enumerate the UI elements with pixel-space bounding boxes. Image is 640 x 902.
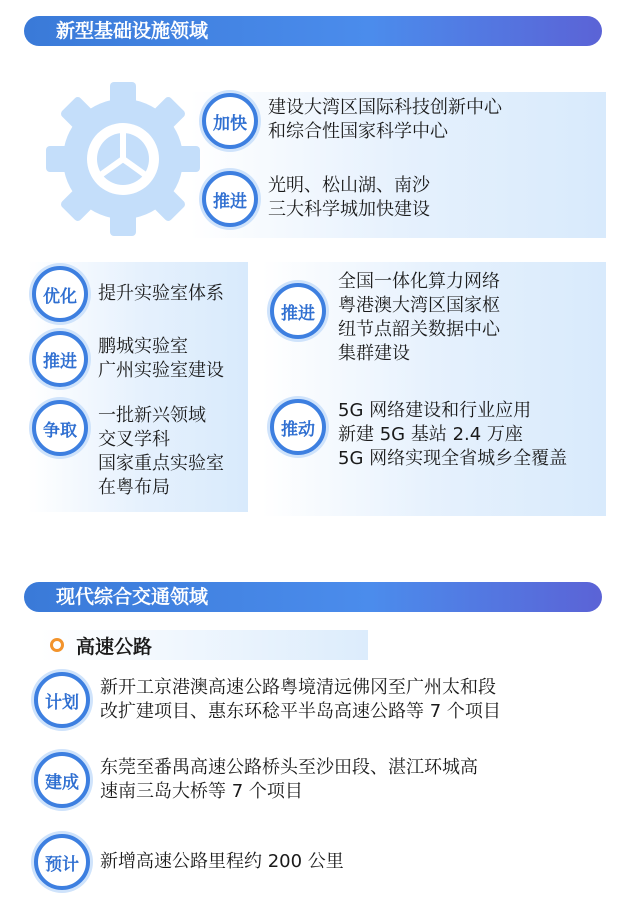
badge-advance-science-cities: 推进 [202, 171, 258, 227]
badge-advance-labs: 推进 [32, 331, 88, 387]
item-text-science-center: 建设大湾区国际科技创新中心 和综合性国家科学中心 [268, 97, 502, 142]
badge-completed: 建成 [34, 752, 90, 808]
gear-icon [40, 76, 206, 242]
section-header-transport [24, 582, 602, 612]
badge-speed-up: 加快 [202, 93, 258, 149]
badge-optimize: 优化 [32, 266, 88, 322]
item-text-plan: 新开工京港澳高速公路粤境清远佛冈至广州太和段 改扩建项目、惠东环稔平半岛高速公路等 7 个项目 [100, 677, 501, 722]
circle-bullet-icon [50, 638, 64, 652]
item-text-lab-system: 提升实验室体系 [98, 283, 224, 304]
section-title: 现代综合交通领域 [56, 586, 209, 608]
item-text-science-cities: 光明、松山湖、南沙 三大科学城加快建设 [268, 175, 430, 220]
item-text-key-labs: 一批新兴领域 交叉学科 国家重点实验室 在粤布局 [98, 405, 224, 498]
subsection-title: 高速公路 [76, 636, 153, 658]
item-text-labs: 鹏城实验室 广州实验室建设 [98, 336, 224, 381]
item-text-computing-network: 全国一体化算力网络 粤港澳大湾区国家枢 纽节点韶关数据中心 集群建设 [338, 271, 500, 364]
item-text-5g: 5G 网络建设和行业应用 新建 5G 基站 2.4 万座 5G 网络实现全省城乡全覆盖 [338, 400, 568, 469]
badge-plan: 计划 [34, 672, 90, 728]
section-header-infrastructure [24, 16, 602, 46]
badge-expected: 预计 [34, 834, 90, 890]
badge-promote-5g: 推动 [270, 399, 326, 455]
badge-advance-computing: 推进 [270, 283, 326, 339]
section-title: 新型基础设施领域 [56, 20, 209, 42]
item-text-expected: 新增高速公路里程约 200 公里 [100, 851, 344, 872]
badge-strive: 争取 [32, 400, 88, 456]
item-text-completed: 东莞至番禺高速公路桥头至沙田段、湛江环城高 速南三岛大桥等 7 个项目 [100, 757, 478, 802]
